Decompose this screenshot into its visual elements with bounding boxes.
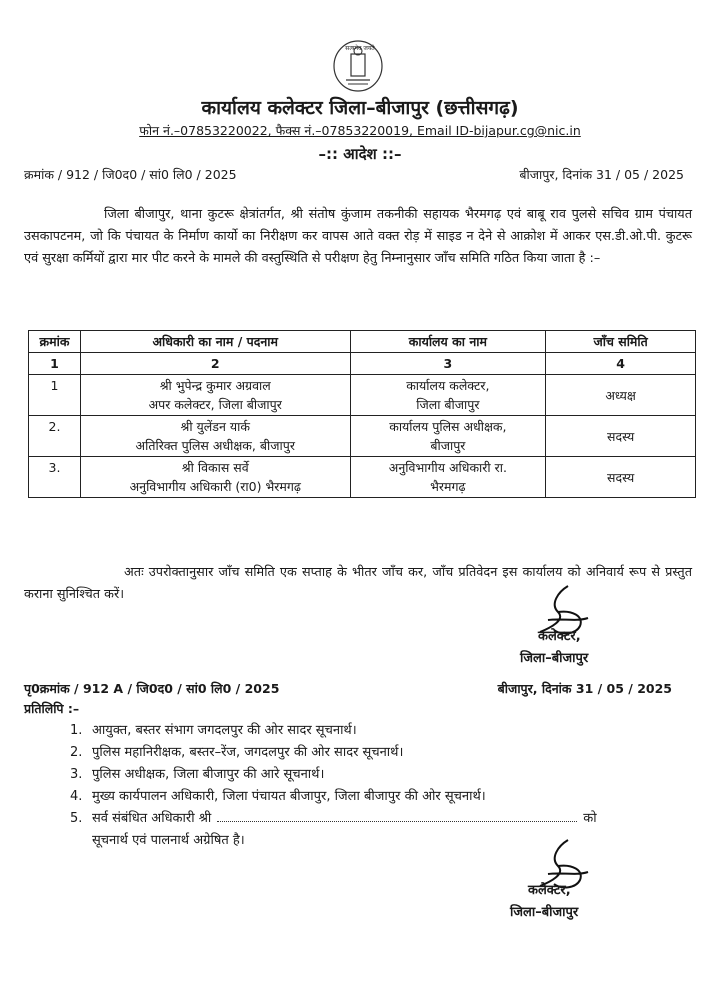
table-row bbox=[29, 375, 696, 416]
office-line: कार्यालय पुलिस अधीक्षक, bbox=[389, 419, 507, 434]
table-row bbox=[29, 457, 696, 498]
office-line: भैरमगढ़ bbox=[430, 479, 466, 494]
column-number: 4 bbox=[546, 353, 696, 375]
list-item: 2. पुलिस महानिरीक्षक, बस्तर–रेंज, जगदलपुर की ओर सादर सूचनार्थ। bbox=[70, 745, 404, 760]
column-number: 1 bbox=[29, 353, 81, 375]
table-header-row bbox=[29, 331, 696, 353]
office-cell bbox=[350, 375, 546, 416]
body-paragraph: जिला बीजापुर, थाना कुटरू क्षेत्रांतर्गत, श्री संतोष कुंजाम तकनीकी सहायक भैरमगढ़ एवं बाबू राव पुलसे सचिव ग्राम पंचायत उसकापटनम, जो कि पंचायत के निर्माण कार्यो का निरीक्षण कर वापस आते वक्त रोड़ में साइड न देने से आक्रोश में आकर एस.डी.ओ.पी. कुटरू एवं सुरक्षा कर्मियों द्वारा मार पीट करने के मामले की वस्तुस्थिति से परीक्षण हेतु निम्नानुसार जाँच समिति गठित किया जाता है :– bbox=[24, 207, 692, 266]
committee-role: सदस्य bbox=[546, 457, 696, 498]
header-officer: अधिकारी का नाम / पदनाम bbox=[80, 331, 350, 353]
copy-recipient: आयुक्त, बस्तर संभाग जगदलपुर की ओर सादर सूचनार्थ। bbox=[92, 723, 357, 738]
copy-recipient-continuation: सूचनार्थ एवं पालनार्थ अग्रेषित है। bbox=[92, 833, 245, 848]
committee-role: सदस्य bbox=[546, 416, 696, 457]
officer-cell bbox=[80, 375, 350, 416]
order-heading: –:: आदेश ::– bbox=[318, 145, 402, 163]
column-number: 2 bbox=[80, 353, 350, 375]
officer-name: श्री भुपेन्द्र कुमार अग्रवाल bbox=[159, 378, 271, 393]
contact-line: फोन नं.–07853220022, फैक्स नं.–07853220019, Email ID-bijapur.cg@nic.in bbox=[139, 123, 581, 138]
list-item: 4. मुख्य कार्यपालन अधिकारी, जिला पंचायत बीजापुर, जिला बीजापुर की ओर सूचनार्थ। bbox=[70, 789, 486, 804]
office-cell bbox=[350, 457, 546, 498]
copy-to-list bbox=[70, 720, 690, 852]
copy-recipient: मुख्य कार्यपालन अधिकारी, जिला पंचायत बीजापुर, जिला बीजापुर की ओर सूचनार्थ। bbox=[92, 789, 486, 804]
officer-designation: अनुविभागीय अधिकारी (रा0) भैरमगढ़ bbox=[129, 479, 301, 494]
endorsement-number: पृ0क्रमांक / 912 A / जि0द0 / सां0 लि0 / 2025 bbox=[24, 681, 280, 696]
officer-cell bbox=[80, 416, 350, 457]
office-cell bbox=[350, 416, 546, 457]
table-row bbox=[29, 416, 696, 457]
officer-name: श्री युलेंडन यार्क bbox=[180, 419, 250, 434]
signatory-title: कलेक्टर, bbox=[528, 883, 571, 898]
list-item: 3. पुलिस अधीक्षक, जिला बीजापुर की आरे सूचनार्थ। bbox=[70, 767, 325, 782]
officer-designation: अतिरिक्त पुलिस अधीक्षक, बीजापुर bbox=[135, 438, 295, 453]
copy-recipient: पुलिस महानिरीक्षक, बस्तर–रेंज, जगदलपुर की ओर सादर सूचनार्थ। bbox=[92, 745, 404, 760]
copy-recipient: सर्व संबंधित अधिकारी श्री bbox=[92, 811, 212, 826]
order-place-date: बीजापुर, दिनांक 31 / 05 / 2025 bbox=[519, 167, 684, 182]
header-committee-role: जाँच समिति bbox=[546, 331, 696, 353]
signatory-district: जिला–बीजापुर bbox=[520, 651, 589, 666]
row-serial: 2. bbox=[29, 416, 81, 457]
office-line: जिला बीजापुर bbox=[416, 397, 480, 412]
office-line: अनुविभागीय अधिकारी रा. bbox=[388, 460, 507, 475]
copy-recipient-suffix: को bbox=[583, 811, 597, 826]
header-office: कार्यालय का नाम bbox=[350, 331, 546, 353]
emblem-caption: सत्यमेव जयते bbox=[345, 45, 375, 52]
copy-to-label: प्रतिलिपि :– bbox=[24, 701, 80, 716]
signatory-title: कलेक्टर, bbox=[538, 629, 581, 644]
endorsement-place-date: बीजापुर, दिनांक 31 / 05 / 2025 bbox=[497, 681, 672, 696]
committee-role: अध्यक्ष bbox=[546, 375, 696, 416]
officer-cell bbox=[80, 457, 350, 498]
office-title: कार्यालय कलेक्टर जिला–बीजापुर (छत्तीसगढ़) bbox=[201, 97, 519, 119]
blank-line bbox=[217, 809, 577, 822]
signatory-district: जिला–बीजापुर bbox=[510, 905, 579, 920]
row-serial: 3. bbox=[29, 457, 81, 498]
officer-designation: अपर कलेक्टर, जिला बीजापुर bbox=[148, 397, 282, 412]
office-line: कार्यालय कलेक्टर, bbox=[406, 378, 490, 393]
copy-recipient: पुलिस अधीक्षक, जिला बीजापुर की आरे सूचनार्थ। bbox=[92, 767, 325, 782]
closing-paragraph: अतः उपरोक्तानुसार जाँच समिति एक सप्ताह के भीतर जाँच कर, जाँच प्रतिवेदन इस कार्यालय को अनिवार्य रूप से प्रस्तुत कराना सुनिश्चित करें। bbox=[24, 565, 692, 602]
order-number: क्रमांक / 912 / जि0द0 / सां0 लि0 / 2025 bbox=[24, 167, 237, 182]
column-number: 3 bbox=[350, 353, 546, 375]
office-line: बीजापुर bbox=[430, 438, 466, 453]
header-serial: क्रमांक bbox=[29, 331, 81, 353]
officer-name: श्री विकास सर्वे bbox=[181, 460, 249, 475]
table-column-number-row bbox=[29, 353, 696, 375]
list-item: 1. आयुक्त, बस्तर संभाग जगदलपुर की ओर सादर सूचनार्थ। bbox=[70, 723, 357, 738]
row-serial: 1 bbox=[29, 375, 81, 416]
committee-table bbox=[28, 330, 696, 498]
list-item: 5. सर्व संबंधित अधिकारी श्री को bbox=[70, 811, 597, 826]
